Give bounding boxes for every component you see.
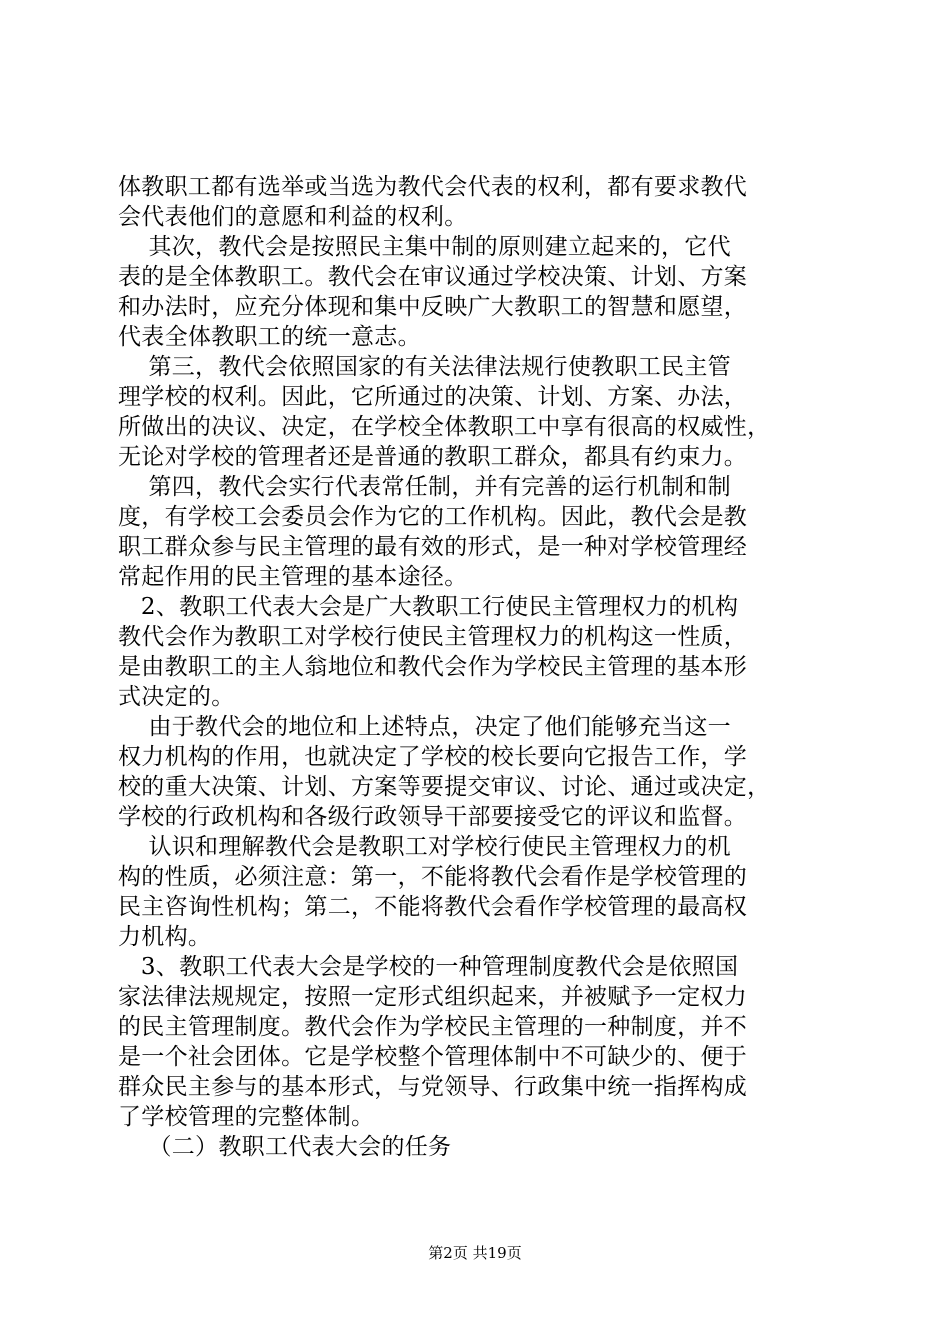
text-line: 体教职工都有选举或当选为教代会代表的权利，都有要求教代 <box>118 174 748 200</box>
text-line: 第三，教代会依照国家的有关法律法规行使教职工民主管 <box>118 354 731 380</box>
text-line: 学校的行政机构和各级行政领导干部要接受它的评议和监督。 <box>118 804 748 830</box>
text-line: 力机构。 <box>118 924 212 950</box>
text-line: 代表全体教职工的统一意志。 <box>118 324 421 350</box>
text-line: 群众民主参与的基本形式，与党领导、行政集中统一指挥构成 <box>118 1074 748 1100</box>
section-heading: （二）教职工代表大会的任务 <box>118 1134 452 1160</box>
text-line: 是一个社会团体。它是学校整个管理体制中不可缺少的、便于 <box>118 1044 748 1070</box>
text-line: 了学校管理的完整体制。 <box>118 1104 375 1130</box>
text-line: 第四，教代会实行代表常任制，并有完善的运行机制和制 <box>118 474 731 500</box>
text-line: 其次，教代会是按照民主集中制的原则建立起来的，它代 <box>118 234 731 260</box>
text-line: 权力机构的作用，也就决定了学校的校长要向它报告工作，学 <box>118 744 748 770</box>
text-line: 职工群众参与民主管理的最有效的形式，是一种对学校管理经 <box>118 534 748 560</box>
text-line: 无论对学校的管理者还是普通的教职工群众，都具有约束力。 <box>118 444 748 470</box>
page-number-footer: 第2页 共19页 <box>428 1244 522 1262</box>
text-line: 由于教代会的地位和上述特点，决定了他们能够充当这一 <box>118 714 731 740</box>
text-line: 所做出的决议、决定，在学校全体教职工中享有很高的权威性， <box>118 414 771 440</box>
text-line: 认识和理解教代会是教职工对学校行使民主管理权力的机 <box>118 834 731 860</box>
text-line: 是由教职工的主人翁地位和教代会作为学校民主管理的基本形 <box>118 654 748 680</box>
text-line: 3、教职工代表大会是学校的一种管理制度教代会是依照国 <box>118 954 739 980</box>
text-line: 和办法时，应充分体现和集中反映广大教职工的智慧和愿望， <box>118 294 748 320</box>
text-line: 度，有学校工会委员会作为它的工作机构。因此，教代会是教 <box>118 504 748 530</box>
text-line: 家法律法规规定，按照一定形式组织起来，并被赋予一定权力 <box>118 984 748 1010</box>
text-line: 理学校的权利。因此，它所通过的决策、计划、方案、办法， <box>118 384 748 410</box>
text-line: 校的重大决策、计划、方案等要提交审议、讨论、通过或决定， <box>118 774 771 800</box>
text-line: 常起作用的民主管理的基本途径。 <box>118 564 468 590</box>
text-line: 会代表他们的意愿和利益的权利。 <box>118 204 468 230</box>
text-line: 的民主管理制度。教代会作为学校民主管理的一种制度，并不 <box>118 1014 748 1040</box>
text-line: 构的性质，必须注意：第一，不能将教代会看作是学校管理的 <box>118 864 748 890</box>
text-line: 民主咨询性机构；第二，不能将教代会看作学校管理的最高权 <box>118 894 748 920</box>
text-line: 2、教职工代表大会是广大教职工行使民主管理权力的机构 <box>118 594 739 620</box>
text-line: 表的是全体教职工。教代会在审议通过学校决策、计划、方案 <box>118 264 748 290</box>
text-line: 教代会作为教职工对学校行使民主管理权力的机构这一性质， <box>118 624 748 650</box>
text-line: 式决定的。 <box>118 684 235 710</box>
body-text <box>118 172 838 1162</box>
